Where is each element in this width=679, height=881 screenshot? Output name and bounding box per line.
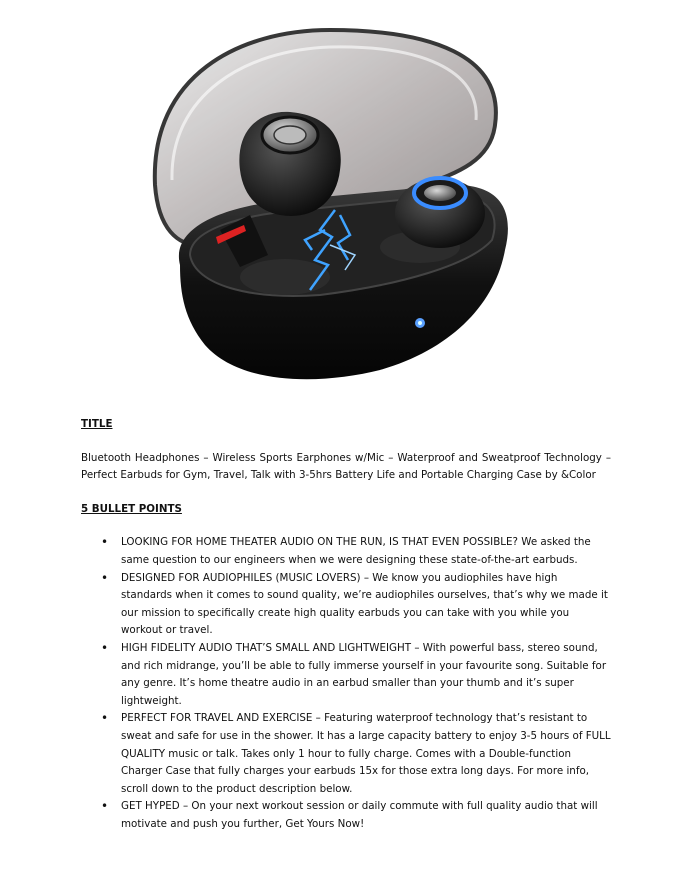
bullet-item: • HIGH FIDELITY AUDIO THAT’S SMALL AND LIGHTWEIGHT – With powerful bass, stereo sound, and rich midrange, you’ll be able to fully immerse yourself in your favourite song. Suitable for any genre. It’s home theatre audio in an earbud smaller than your thumb and it’s super lightweight.	[121, 640, 611, 710]
bullet-item: • DESIGNED FOR AUDIOPHILES (MUSIC LOVERS) – We know you audiophiles have high standards when it comes to sound quality, we’re audiophiles ourselves, that’s why we made it our mission to specifically create high quality earbuds you can take with you while you workout or travel.	[121, 570, 611, 640]
product-photo	[150, 15, 510, 400]
bullet-item: • LOOKING FOR HOME THEATER AUDIO ON THE RUN, IS THAT EVEN POSSIBLE? We asked the same question to our engineers when we were designing these state-of-the-art earbuds.	[121, 534, 611, 569]
bullet-list	[81, 534, 611, 833]
right-earbud	[395, 178, 485, 248]
bullet-item: • PERFECT FOR TRAVEL AND EXERCISE – Featuring waterproof technology that’s resistant to sweat and safe for use in the shower. It has a large capacity battery to enjoy 3-5 hours of FULL QUALITY music or talk. Takes only 1 hour to fully charge. Comes with a Double-function Charger Case that fully charges your earbuds 15x for those extra long days. For more info, scroll down to the product description below.	[121, 710, 611, 798]
title-heading: TITLE	[81, 418, 113, 430]
bullet-item: • GET HYPED – On your next workout session or daily commute with full quality audio that will motivate and push you further, Get Yours Now!	[121, 798, 611, 833]
bullet-points-heading: 5 BULLET POINTS	[81, 502, 182, 515]
product-title-text: Bluetooth Headphones – Wireless Sports Earphones w/Mic – Waterproof and Sweatproof Technology – Perfect Earbuds for Gym, Travel, Talk with 3-5hrs Battery Life and Portable Charging Case by &Color	[81, 451, 611, 482]
listing-document	[81, 416, 611, 833]
